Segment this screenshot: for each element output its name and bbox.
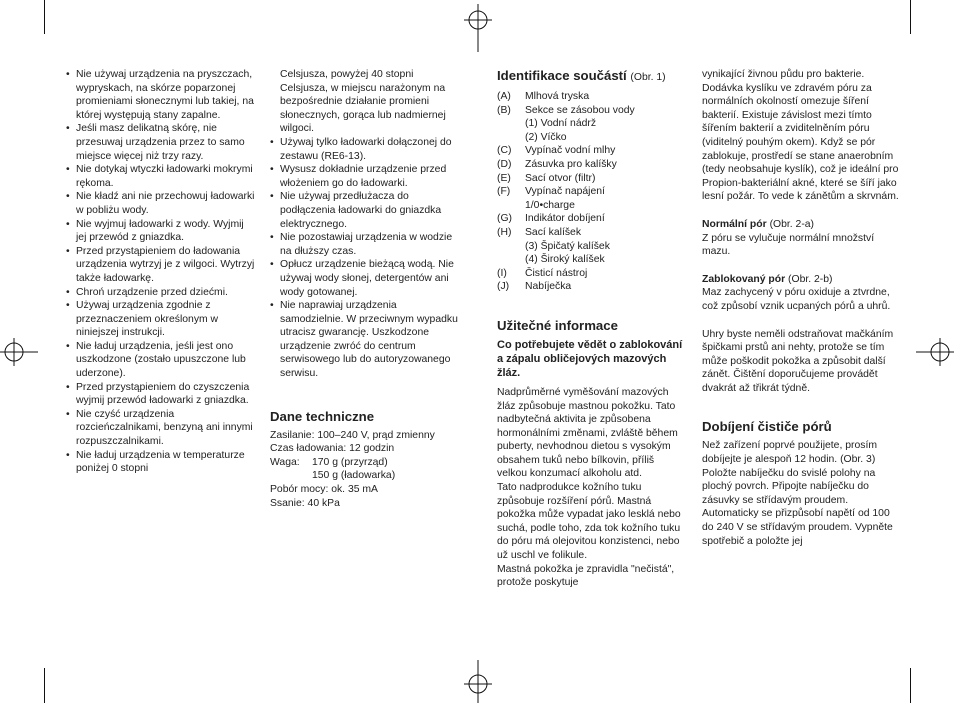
registration-mark-left bbox=[0, 338, 38, 366]
list-item: • Nie dotykaj wtyczki ładowarki mokrymi rękoma. bbox=[66, 163, 256, 190]
spec-weight-label: Waga: bbox=[270, 456, 300, 468]
part-item: (A) Mlhová tryska bbox=[497, 91, 590, 102]
part-subitem: (3) Špičatý kalíšek bbox=[525, 240, 610, 252]
part-item: (B) Sekce se zásobou vody bbox=[497, 104, 635, 116]
normal-pore-title: Normální pór bbox=[702, 218, 767, 230]
list-item: • Nie ładuj urządzenia, jeśli jest ono uszkodzone (zostało upuszczone lub uderzone). bbox=[66, 340, 256, 381]
part-item: (I) Čisticí nástroj bbox=[497, 267, 588, 279]
normal-pore-heading bbox=[702, 218, 902, 232]
info-paragraph-1: Nadprůměrné vyměšování mazových žláz způsobuje mastnou pokožku. Tato nadbytečná aktivita je způsobena hormonálními změnami, zvláště během puberty, nevhodnou dietou s vysokým obsahem tuků nebo bílkovin, příliš velkou konzumací alkoholu atd. bbox=[497, 386, 678, 480]
part-item: (G) Indikátor dobíjení bbox=[497, 213, 605, 225]
part-item: (H) Sací kalíšek bbox=[497, 226, 582, 238]
part-item: (C) Vypínač vodní mlhy bbox=[497, 145, 616, 157]
spec-weight-2 bbox=[270, 469, 460, 483]
column-2-safety-and-specs bbox=[270, 68, 460, 510]
parts-title: Identifikace součástí bbox=[497, 68, 627, 83]
spec-power: Pobór mocy: ok. 35 mA bbox=[270, 484, 378, 496]
charging-paragraph-1: Než zařízení poprvé použijete, prosím dobíjejte je alespoň 12 hodin. (Obr. 3) bbox=[702, 440, 877, 466]
blocked-pore-title: Zablokovaný pór bbox=[702, 273, 786, 285]
list-item: • Przed przystąpieniem do czyszczenia wyjmij przewód ładowarki z gniazdka. bbox=[66, 381, 256, 408]
list-item-continuation: Celsjusza, powyżej 40 stopni Celsjusza, w miejscu narażonym na bezpośrednie działanie promieni słonecznych, gorąca lub nadmiernej wilgoci. bbox=[280, 69, 446, 135]
parts-list bbox=[497, 90, 685, 294]
list-item: • Nie używaj przedłużacza do podłączenia ładowarki do gniazdka elektrycznego. bbox=[270, 190, 460, 231]
list-item: • Przed przystąpieniem do ładowania urządzenia wytrzyj je z wilgoci. Wytrzyj także ładowarkę. bbox=[66, 245, 256, 286]
spec-weight-charger: 150 g (ładowarka) bbox=[312, 470, 396, 482]
crop-mark-top-right bbox=[910, 0, 911, 34]
column-3-parts-and-info bbox=[497, 68, 685, 590]
registration-mark-right bbox=[916, 338, 954, 366]
spec-weight-device: 170 g (przyrząd) bbox=[312, 456, 388, 468]
list-item: • Nie czyść urządzenia rozcieńczalnikami, benzyną ani innymi rozpuszczalnikami. bbox=[66, 408, 256, 449]
normal-pore-text: Z póru se vylučuje normální množství mazu. bbox=[702, 232, 875, 258]
list-item: • Nie wyjmuj ładowarki z wody. Wyjmij jej przewód z gniazdka. bbox=[66, 218, 256, 245]
spec-suction: Ssanie: 40 kPa bbox=[270, 497, 340, 509]
info-paragraph-3: Mastná pokožka je zpravidla "nečistá", protože poskytuje bbox=[497, 563, 675, 589]
part-subitem: (1) Vodní nádrž bbox=[525, 118, 597, 130]
list-item: • Opłucz urządzenie bieżącą wodą. Nie używaj wody słonej, detergentów ani wody gotowanej. bbox=[270, 258, 460, 299]
safety-list-1 bbox=[66, 68, 256, 476]
registration-mark-top bbox=[464, 4, 492, 52]
tech-specs-heading: Dane techniczne bbox=[270, 408, 375, 424]
crop-mark-bottom-right bbox=[910, 668, 911, 703]
parts-figure-ref: (Obr. 1) bbox=[630, 72, 666, 83]
column-1-safety bbox=[66, 68, 256, 476]
part-subitem: 1/0•charge bbox=[525, 199, 575, 211]
useful-info-heading: Užitečné informace bbox=[497, 317, 618, 333]
charging-heading: Dobíjení čističe pórů bbox=[702, 419, 832, 435]
crop-mark-top-left bbox=[44, 0, 45, 34]
list-item: • Używaj tylko ładowarki dołączonej do zestawu (RE6-13). bbox=[270, 136, 460, 163]
useful-info-subheading: Co potřebujete vědět o zablokování a zápalu obličejových mazových žláz. bbox=[497, 338, 683, 379]
list-item: • Jeśli masz delikatną skórę, nie przesuwaj urządzenia przez to samo miejsce więcej niż trzy razy. bbox=[66, 122, 256, 163]
info-paragraph-2: Tato nadprodukce kožního tuku způsobuje rozšíření pórů. Mastná pokožka může vypadat jako lesklá nebo suchá, podle toho, zda tok kožního tuku do póru má olejovitou konzistenci, nebo už uschl ve folikule. bbox=[497, 482, 681, 562]
part-subitem: (2) Víčko bbox=[525, 131, 567, 143]
part-item: (D) Zásuvka pro kalíšky bbox=[497, 158, 617, 170]
parts-heading bbox=[497, 68, 685, 86]
spec-charge-time: Czas ładowania: 12 godzin bbox=[270, 443, 395, 455]
tech-specs bbox=[270, 429, 460, 511]
list-item: • Wysusz dokładnie urządzenie przed włożeniem go do ładowarki. bbox=[270, 163, 460, 190]
blocked-pore-heading bbox=[702, 273, 902, 287]
part-item: (F) Vypínač napájení bbox=[497, 186, 605, 198]
part-item: (E) Sací otvor (filtr) bbox=[497, 172, 596, 184]
list-item: • Nie pozostawiaj urządzenia w wodzie na dłuższy czas. bbox=[270, 231, 460, 258]
part-subitem: (4) Široký kalíšek bbox=[525, 254, 605, 266]
list-item: • Chroń urządzenie przed dziećmi. bbox=[66, 286, 256, 300]
blocked-pore-ref: (Obr. 2-b) bbox=[788, 273, 833, 285]
blackheads-warning: Uhry byste neměli odstraňovat mačkáním špičkami prstů ani nehty, protože se tím může poškodit pokožka a způsobit další zánět. Čištění doporučujeme provádět dvakrát až třikrát týdně. bbox=[702, 328, 894, 394]
spec-weight bbox=[270, 456, 460, 470]
list-item: • Nie ładuj urządzenia w temperaturze poniżej 0 stopni bbox=[66, 449, 256, 476]
list-item: • Używaj urządzenia zgodnie z przeznaczeniem określonym w niniejszej instrukcji. bbox=[66, 299, 256, 340]
bacteria-paragraph: vynikající živnou půdu pro bakterie. Dodávka kyslíku ve zdravém póru za normálních okolností omezuje šíření bakterií. Existuje závislost mezi tímto šířením bakterií a zviditelněním póru (viditelný pouhým okem). Když se pór zablokuje, prostředí se stane anaerobním (tedy neobsahuje kyslík), což je ideální pro Propion-bakteriální akné, které se šíří jako lesní požár. To vede k zánětům a skrvnám. bbox=[702, 69, 899, 203]
registration-mark-bottom bbox=[464, 660, 492, 703]
crop-mark-bottom-left bbox=[44, 668, 45, 703]
part-item: (J) Nabíječka bbox=[497, 281, 572, 293]
spec-supply: Zasilanie: 100–240 V, prąd zmienny bbox=[270, 429, 435, 441]
list-item: • Nie używaj urządzenia na pryszczach, wypryskach, na skórze poparzonej promieniami słonecznymi lub takiej, na której występują stany zapalne. bbox=[66, 68, 256, 122]
list-item: • Nie kładź ani nie przechowuj ładowarki w pobliżu wody. bbox=[66, 190, 256, 217]
blocked-pore-text: Maz zachycený v póru oxiduje a ztvrdne, což způsobí vznik ucpaných pórů a uhrů. bbox=[702, 287, 891, 312]
safety-list-2 bbox=[270, 136, 460, 381]
normal-pore-ref: (Obr. 2-a) bbox=[769, 218, 815, 230]
list-item: • Nie naprawiaj urządzenia samodzielnie. W przeciwnym wypadku utracisz gwarancję. Uszkodzone urządzenie zwróć do centrum serwisowego lub do autoryzowanego serwisu. bbox=[270, 299, 460, 381]
charging-paragraph-2: Položte nabíječku do svislé polohy na plochý povrch. Připojte nabíječku do zásuvky se střídavým proudem. Automaticky se přizpůsobí napětí od 100 do 240 V se střídavým proudem. Vypněte spotřebič a položte jej bbox=[702, 467, 893, 547]
column-4-pores-and-charging bbox=[702, 68, 902, 548]
